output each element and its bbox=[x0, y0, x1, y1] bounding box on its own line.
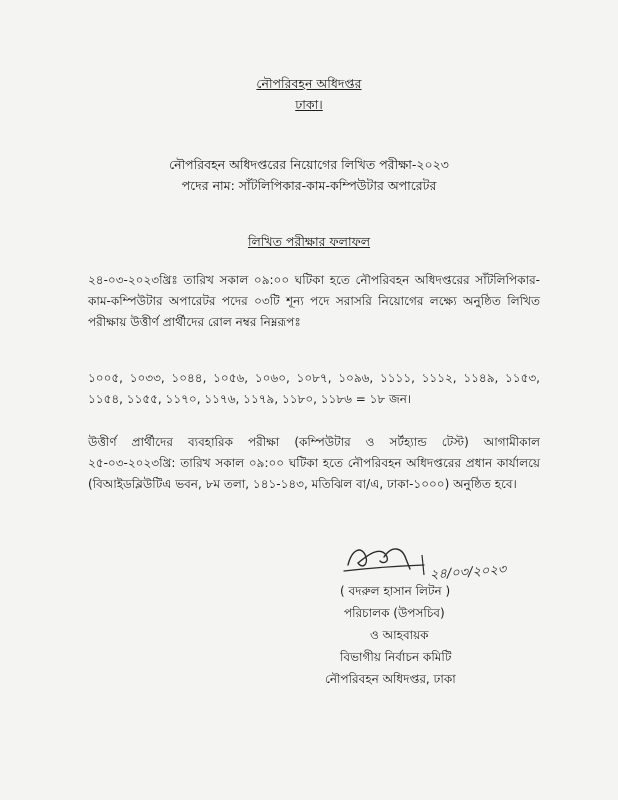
signer-name: ( বদরুল হাসান লিটন ) bbox=[340, 584, 451, 598]
result-heading: লিখিত পরীক্ষার ফলাফল bbox=[247, 234, 371, 249]
office-name: নৌপরিবহন অধিদপ্তর, ঢাকা bbox=[325, 672, 456, 686]
signer-designation: পরিচালক (উপসচিব) bbox=[344, 606, 445, 620]
intro-paragraph: ২৪-০৩-২০২৩খ্রিঃ তারিখ সকাল ০৯:০০ ঘটিকা হতে নৌপরিবহন অধিদপ্তরের সাঁটলিপিকার-কাম-কম্পিউটার অপারেটর পদের ০৩টি শূন্য পদে সরাসরি নিয়োগের লক্ষ্যে অনুষ্ঠিত লিখিত পরীক্ষায় উত্তীর্ণ প্রার্থীদের রোল নম্বর নিম্নরূপঃ bbox=[88, 273, 540, 329]
committee-name: বিভাগীয় নির্বাচন কমিটি bbox=[340, 650, 452, 664]
roll-number-list: ১০০৫, ১০৩৩, ১০৪৪, ১০৫৬, ১০৬০, ১০৮৭, ১০৯৬, ১১১১, ১১১২, ১১৪৯, ১১৫৩, ১১৫৪, ১১৫৫, ১১৭০, ১১৭৬, ১১৭৯, ১১৮০, ১১৮৬ = ১৮ জন। bbox=[88, 371, 540, 406]
practical-exam-paragraph: উত্তীর্ণ প্রার্থীদের ব্যবহারিক পরীক্ষা (কম্পিউটার ও সর্টহ্যান্ড টেস্ট) আগামীকাল ২৫-০৩-২০২৩খ্রি: তারিখ সকাল ০৯:০০ ঘটিকা হতে নৌপরিবহন অধিদপ্তরের প্রধান কার্যালয়ে (বিআইডব্লিউটিএ ভবন, ৮ম তলা, ১৪১-১৪৩, মতিঝিল বা/এ, ঢাকা-১০০০) অনুষ্ঠিত হবে। bbox=[88, 435, 540, 491]
post-name: পদের নাম: সাঁটলিপিকার-কাম-কম্পিউটার অপারেটর bbox=[181, 178, 437, 193]
org-name: নৌপরিবহন অধিদপ্তর bbox=[256, 76, 362, 91]
exam-title: নৌপরিবহন অধিদপ্তরের নিয়োগের লিখিত পরীক্ষা-২০২৩ bbox=[169, 157, 449, 172]
signer-role: ও আহবায়ক bbox=[370, 628, 429, 642]
signature-date: ২৪/০৩/২০২৩ bbox=[429, 562, 507, 583]
org-city: ঢাকা। bbox=[295, 97, 323, 112]
